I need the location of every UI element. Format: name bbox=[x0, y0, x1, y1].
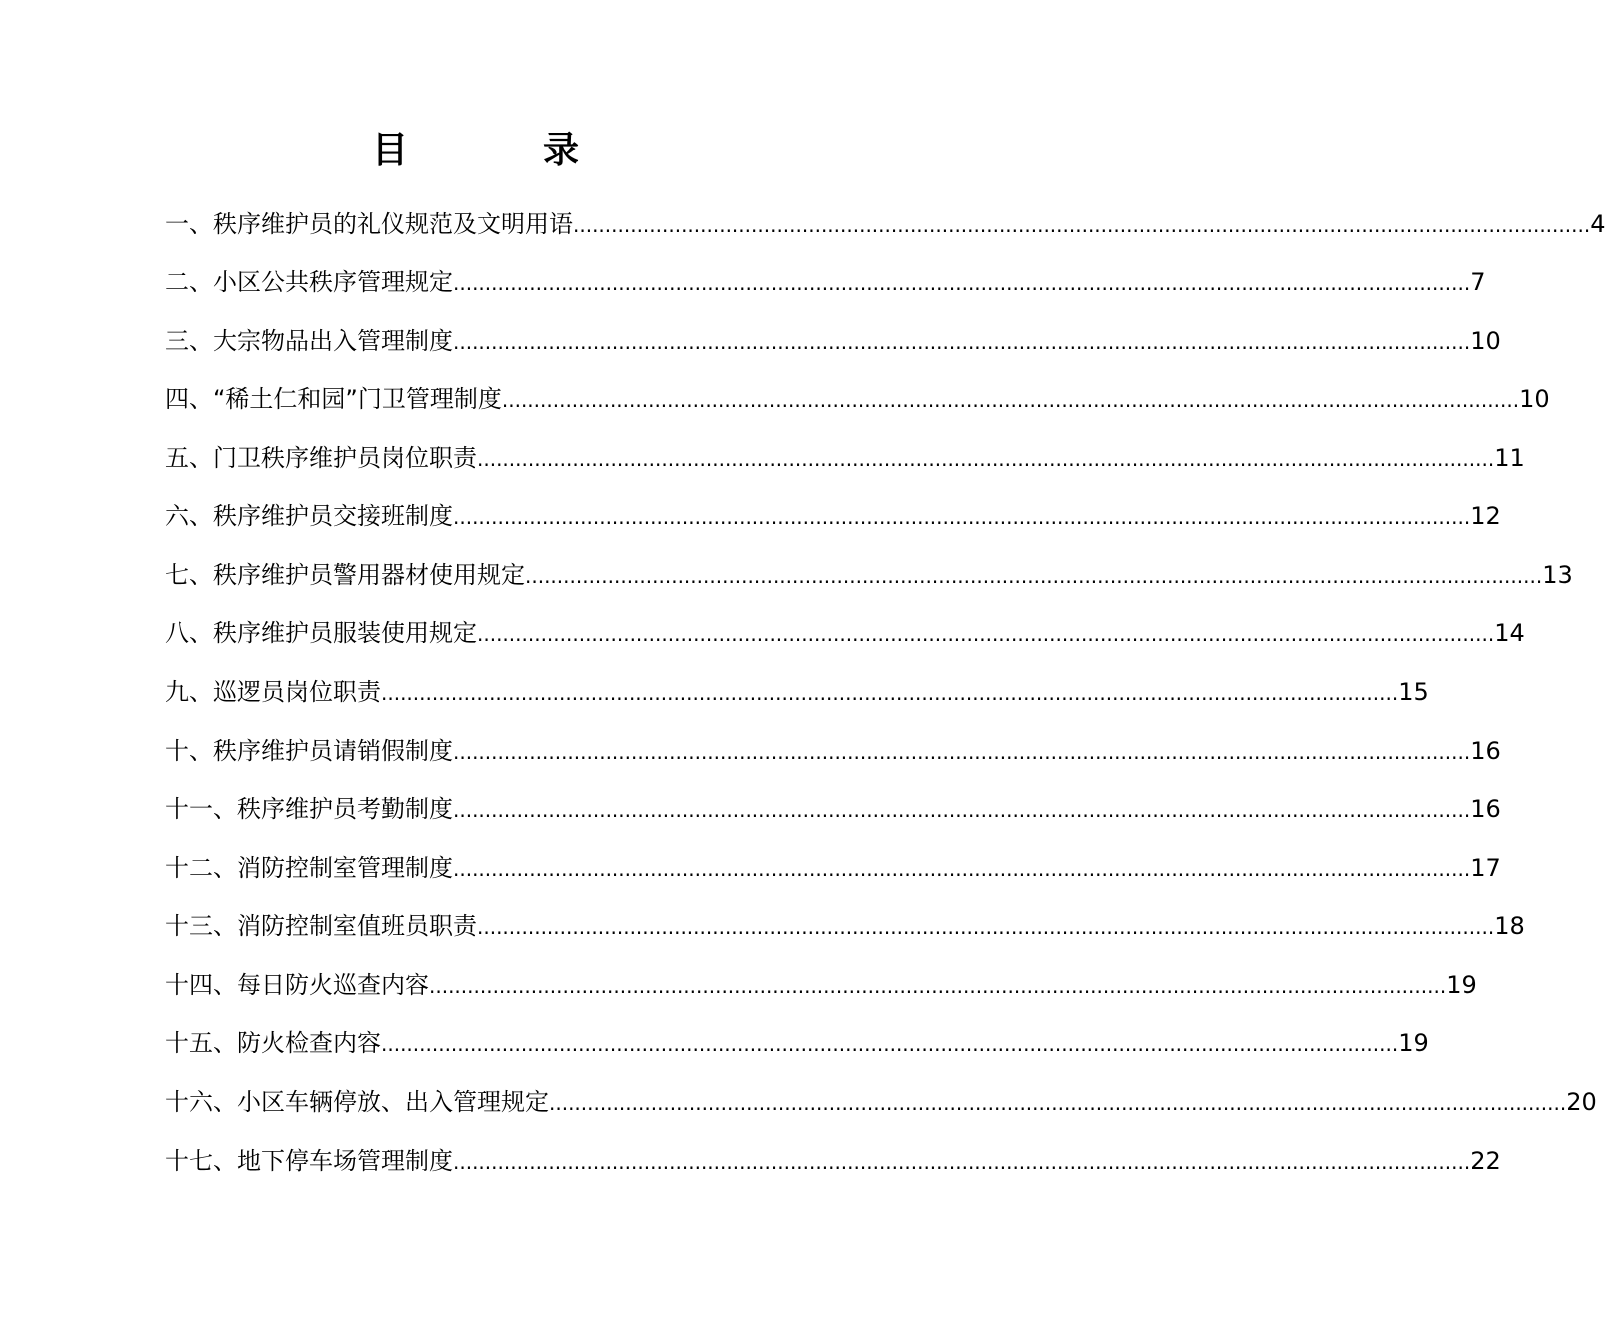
toc-entry-2[interactable] bbox=[165, 265, 1486, 299]
toc-entry-7[interactable] bbox=[165, 558, 1573, 592]
toc-entry-11[interactable] bbox=[165, 792, 1501, 826]
toc-page-number: 4 bbox=[1590, 210, 1605, 238]
toc-entry-label: 十一、秩序维护员考勤制度 bbox=[165, 795, 453, 823]
toc-entry-label: 五、门卫秩序维护员岗位职责 bbox=[165, 444, 477, 472]
toc-dot-leader: ................................................................................................................................................................ bbox=[453, 330, 1471, 354]
toc-page-number: 18 bbox=[1494, 912, 1525, 940]
toc-page-number: 7 bbox=[1470, 268, 1486, 296]
toc-entry-label: 十四、每日防火巡查内容 bbox=[165, 971, 429, 999]
toc-dot-leader: ................................................................................................................................................................ bbox=[453, 1150, 1471, 1174]
toc-page-number: 10 bbox=[1519, 385, 1550, 413]
toc-page-number: 11 bbox=[1494, 444, 1525, 472]
toc-page-number: 13 bbox=[1542, 561, 1573, 589]
toc-dot-leader: ................................................................................................................................................................ bbox=[549, 1091, 1567, 1115]
toc-dot-leader: ................................................................................................................................................................ bbox=[429, 974, 1447, 998]
toc-entry-label: 十三、消防控制室值班员职责 bbox=[165, 912, 477, 940]
toc-entry-8[interactable] bbox=[165, 616, 1525, 650]
toc-dot-leader: ................................................................................................................................................................ bbox=[453, 798, 1471, 822]
toc-entry-4[interactable] bbox=[165, 382, 1550, 416]
toc-page-number: 15 bbox=[1398, 678, 1429, 706]
toc-page-number: 10 bbox=[1470, 327, 1501, 355]
toc-dot-leader: ................................................................................................................................................................ bbox=[453, 271, 1471, 295]
toc-entry-9[interactable] bbox=[165, 675, 1429, 709]
toc-entry-label: 九、巡逻员岗位职责 bbox=[165, 678, 381, 706]
toc-dot-leader: ................................................................................................................................................................ bbox=[381, 681, 1399, 705]
toc-dot-leader: ................................................................................................................................................................ bbox=[573, 213, 1591, 237]
toc-entry-label: 十五、防火检查内容 bbox=[165, 1029, 381, 1057]
toc-entry-15[interactable] bbox=[165, 1026, 1429, 1060]
toc-entry-label: 三、大宗物品出入管理制度 bbox=[165, 327, 453, 355]
toc-entry-10[interactable] bbox=[165, 734, 1501, 768]
toc-entry-label: 二、小区公共秩序管理规定 bbox=[165, 268, 453, 296]
toc-dot-leader: ................................................................................................................................................................ bbox=[453, 505, 1471, 529]
toc-dot-leader: ................................................................................................................................................................ bbox=[525, 564, 1543, 588]
page-title bbox=[0, 126, 950, 176]
toc-entry-label: 十七、地下停车场管理制度 bbox=[165, 1147, 453, 1175]
toc-entry-3[interactable] bbox=[165, 324, 1501, 358]
toc-entry-label: 十、秩序维护员请销假制度 bbox=[165, 737, 453, 765]
toc-page-number: 16 bbox=[1470, 737, 1501, 765]
toc-entry-label: 七、秩序维护员警用器材使用规定 bbox=[165, 561, 525, 589]
toc-page-number: 14 bbox=[1494, 619, 1525, 647]
toc-entry-17[interactable] bbox=[165, 1144, 1501, 1178]
toc-entry-13[interactable] bbox=[165, 909, 1525, 943]
toc-entry-16[interactable] bbox=[165, 1085, 1597, 1119]
toc-entry-12[interactable] bbox=[165, 851, 1501, 885]
toc-dot-leader: ................................................................................................................................................................ bbox=[477, 622, 1495, 646]
toc-entry-6[interactable] bbox=[165, 499, 1501, 533]
toc-entry-label: 四、“稀土仁和园”门卫管理制度 bbox=[165, 385, 502, 413]
toc-page-number: 20 bbox=[1566, 1088, 1597, 1116]
toc-page-number: 12 bbox=[1470, 502, 1501, 530]
title-char-2: 录 bbox=[543, 130, 580, 171]
toc-page-number: 19 bbox=[1446, 971, 1477, 999]
toc-page-number: 19 bbox=[1398, 1029, 1429, 1057]
toc-dot-leader: ................................................................................................................................................................ bbox=[453, 857, 1471, 881]
toc-entry-1[interactable] bbox=[165, 207, 1605, 241]
toc-entry-label: 六、秩序维护员交接班制度 bbox=[165, 502, 453, 530]
title-char-1: 目 bbox=[372, 130, 409, 171]
toc-dot-leader: ................................................................................................................................................................ bbox=[501, 388, 1520, 412]
toc-page-number: 17 bbox=[1470, 854, 1501, 882]
toc-entry-label: 一、秩序维护员的礼仪规范及文明用语 bbox=[165, 210, 573, 238]
toc-entry-label: 十六、小区车辆停放、出入管理规定 bbox=[165, 1088, 549, 1116]
toc-dot-leader: ................................................................................................................................................................ bbox=[477, 447, 1495, 471]
toc-page-number: 16 bbox=[1470, 795, 1501, 823]
toc-dot-leader: ................................................................................................................................................................ bbox=[477, 915, 1495, 939]
toc-entry-label: 十二、消防控制室管理制度 bbox=[165, 854, 453, 882]
toc-entry-14[interactable] bbox=[165, 968, 1477, 1002]
toc-entry-5[interactable] bbox=[165, 441, 1525, 475]
toc-dot-leader: ................................................................................................................................................................ bbox=[381, 1032, 1399, 1056]
toc-page-number: 22 bbox=[1470, 1147, 1501, 1175]
toc-dot-leader: ................................................................................................................................................................ bbox=[453, 740, 1471, 764]
toc-entry-label: 八、秩序维护员服装使用规定 bbox=[165, 619, 477, 647]
